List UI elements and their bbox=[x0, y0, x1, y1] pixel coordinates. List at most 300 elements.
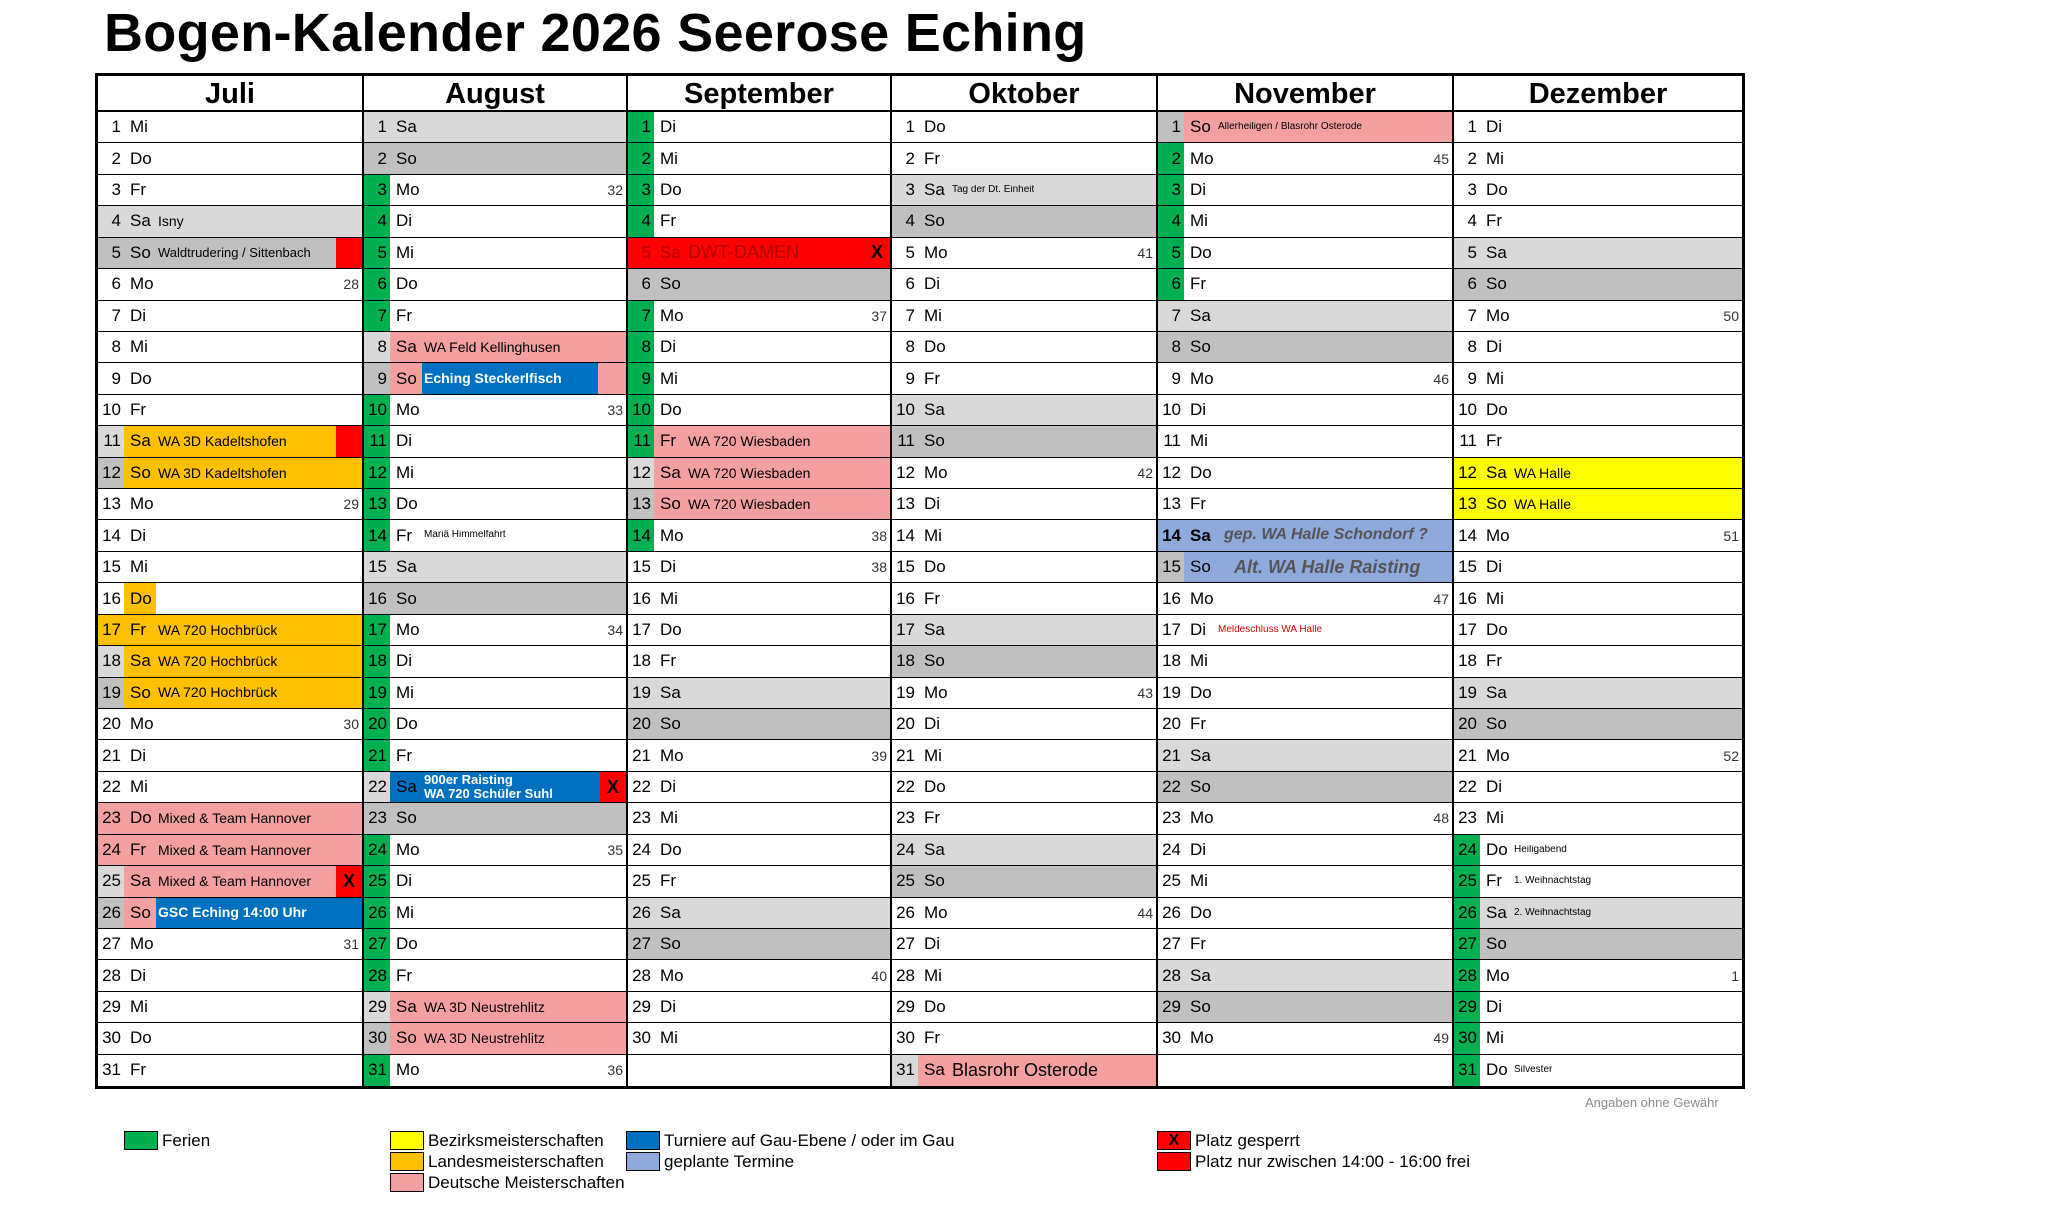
day-number: 14 bbox=[1458, 525, 1477, 545]
day-number: 14 bbox=[364, 520, 390, 550]
day-row bbox=[1158, 615, 1452, 646]
day-row bbox=[1158, 583, 1452, 614]
day-number: 14 bbox=[628, 520, 654, 550]
day-content bbox=[1184, 740, 1452, 770]
week-number: 49 bbox=[1433, 1030, 1449, 1047]
day-content bbox=[1480, 206, 1742, 236]
day-content bbox=[654, 112, 890, 142]
day-number: 21 bbox=[1458, 745, 1477, 765]
weekday: Do bbox=[1190, 902, 1212, 922]
day-number: 25 bbox=[1454, 866, 1480, 896]
weekday: Fr bbox=[1190, 714, 1207, 734]
day-number: 30 bbox=[632, 1028, 651, 1048]
day-content bbox=[124, 960, 362, 990]
day-number: 5 bbox=[1158, 238, 1184, 268]
platz-teilweise-mark bbox=[336, 238, 362, 268]
day-row bbox=[364, 835, 626, 866]
weekday: So bbox=[660, 494, 681, 514]
weekday: Mo bbox=[660, 525, 684, 545]
day-number: 2 bbox=[1467, 148, 1477, 168]
day-row bbox=[98, 898, 362, 929]
weekday: Do bbox=[396, 274, 418, 294]
legend-label-gesperrt: Platz gesperrt bbox=[1195, 1130, 1300, 1150]
week-number: 30 bbox=[343, 716, 359, 733]
day-row bbox=[628, 269, 890, 300]
weekday: Fr bbox=[130, 619, 147, 639]
day-row bbox=[364, 426, 626, 457]
week-number: 29 bbox=[343, 496, 359, 513]
legend-label-landes: Landesmeisterschaften bbox=[428, 1151, 604, 1171]
day-number: 22 bbox=[896, 777, 915, 797]
day-content bbox=[124, 1023, 362, 1053]
day-content bbox=[390, 615, 626, 645]
weekday: Mo bbox=[924, 462, 948, 482]
day-content bbox=[1480, 238, 1742, 268]
day-row bbox=[1454, 678, 1742, 709]
day-row bbox=[892, 363, 1156, 394]
day-row bbox=[628, 206, 890, 237]
day-row bbox=[892, 395, 1156, 426]
day-content bbox=[918, 866, 1156, 896]
day-number: 13 bbox=[1162, 494, 1181, 514]
weekday: So bbox=[1486, 494, 1507, 514]
day-content bbox=[390, 835, 626, 865]
day-row bbox=[892, 646, 1156, 677]
day-content bbox=[1480, 426, 1742, 456]
day-number: 1 bbox=[1158, 112, 1184, 142]
day-number: 17 bbox=[1458, 619, 1477, 639]
day-number: 12 bbox=[98, 458, 124, 488]
day-number: 1 bbox=[111, 117, 121, 137]
day-number: 18 bbox=[364, 646, 390, 676]
month-column-dezember bbox=[1452, 76, 1742, 1086]
day-number: 25 bbox=[632, 871, 651, 891]
day-content bbox=[654, 1055, 890, 1086]
day-row bbox=[628, 678, 890, 709]
weekday: Fr bbox=[396, 305, 413, 325]
weekday: Do bbox=[130, 148, 152, 168]
day-content bbox=[918, 458, 1156, 488]
day-row bbox=[364, 803, 626, 834]
day-content bbox=[390, 929, 626, 959]
day-number: 31 bbox=[102, 1060, 121, 1080]
weekday: Fr bbox=[1486, 211, 1503, 231]
day-number: 5 bbox=[111, 242, 121, 262]
weekday: So bbox=[1486, 274, 1507, 294]
day-row bbox=[1454, 960, 1742, 991]
day-number: 20 bbox=[1458, 714, 1477, 734]
day-content bbox=[390, 301, 626, 331]
day-content bbox=[1184, 960, 1452, 990]
day-number: 26 bbox=[364, 898, 390, 928]
day-row bbox=[628, 960, 890, 991]
day-number: 2 bbox=[111, 148, 121, 168]
day-number: 8 bbox=[1467, 337, 1477, 357]
day-content bbox=[654, 206, 890, 236]
day-number: 2 bbox=[905, 148, 915, 168]
weekday: Mi bbox=[1190, 431, 1208, 451]
day-content bbox=[918, 206, 1156, 236]
day-row bbox=[364, 615, 626, 646]
day-row bbox=[1158, 709, 1452, 740]
weekday: So bbox=[124, 898, 156, 928]
day-content bbox=[390, 740, 626, 770]
day-row bbox=[892, 1023, 1156, 1054]
day-content bbox=[1480, 458, 1742, 488]
day-row bbox=[1158, 395, 1452, 426]
day-row bbox=[98, 709, 362, 740]
day-number: 10 bbox=[628, 395, 654, 425]
weekday: Mi bbox=[924, 745, 942, 765]
event-label: WA 720 Hochbrück bbox=[158, 685, 278, 701]
legend-meisterschaften-group bbox=[390, 1130, 625, 1193]
day-row bbox=[1158, 332, 1452, 363]
day-number: 17 bbox=[896, 619, 915, 639]
day-content bbox=[918, 929, 1156, 959]
day-content bbox=[654, 583, 890, 613]
day-number: 15 bbox=[102, 557, 121, 577]
day-number: 11 bbox=[628, 426, 654, 456]
day-row bbox=[628, 395, 890, 426]
day-content bbox=[1480, 583, 1742, 613]
day-number: 3 bbox=[111, 180, 121, 200]
day-number: 16 bbox=[1162, 588, 1181, 608]
day-row bbox=[1158, 552, 1452, 583]
day-row bbox=[364, 143, 626, 174]
weekday: Sa bbox=[396, 337, 417, 357]
day-row bbox=[98, 678, 362, 709]
day-content bbox=[654, 929, 890, 959]
day-number: 17 bbox=[364, 615, 390, 645]
day-number: 27 bbox=[632, 934, 651, 954]
day-content bbox=[654, 646, 890, 676]
day-content bbox=[918, 489, 1156, 519]
day-row bbox=[98, 395, 362, 426]
weekday: Sa bbox=[130, 211, 151, 231]
event-label: Blasrohr Osterode bbox=[952, 1060, 1099, 1080]
weekday: Do bbox=[130, 808, 152, 828]
weekday: Di bbox=[1486, 117, 1503, 137]
day-row bbox=[892, 552, 1156, 583]
day-content bbox=[918, 709, 1156, 739]
day-number: 1 bbox=[905, 117, 915, 137]
day-content bbox=[390, 992, 626, 1022]
day-number: 24 bbox=[896, 839, 915, 859]
day-content bbox=[654, 992, 890, 1022]
day-content bbox=[390, 898, 626, 928]
weekday: Fr bbox=[660, 871, 677, 891]
day-row bbox=[1158, 992, 1452, 1023]
day-row bbox=[1158, 458, 1452, 489]
weekday: So bbox=[1486, 714, 1507, 734]
event-label: WA 3D Neustrehlitz bbox=[424, 999, 545, 1015]
day-content bbox=[1184, 426, 1452, 456]
day-content bbox=[1184, 772, 1452, 802]
weekday: Fr bbox=[1486, 431, 1503, 451]
week-number: 38 bbox=[871, 527, 887, 544]
day-content bbox=[1184, 301, 1452, 331]
weekday: Do bbox=[1190, 462, 1212, 482]
day-row bbox=[364, 866, 626, 897]
weekday: Mo bbox=[1486, 525, 1510, 545]
weekday: Mo bbox=[660, 965, 684, 985]
day-content bbox=[1480, 520, 1742, 550]
day-row bbox=[98, 238, 362, 269]
day-content bbox=[124, 301, 362, 331]
weekday: Sa bbox=[1190, 525, 1211, 545]
day-number: 24 bbox=[1162, 839, 1181, 859]
day-content bbox=[1480, 898, 1742, 928]
day-content bbox=[124, 646, 362, 676]
month-header: Dezember bbox=[1454, 76, 1742, 112]
day-row bbox=[1158, 866, 1452, 897]
day-number: 4 bbox=[111, 211, 121, 231]
day-number: 11 bbox=[1459, 431, 1477, 451]
weekday: Sa bbox=[130, 651, 151, 671]
day-row bbox=[892, 960, 1156, 991]
day-content bbox=[124, 426, 362, 456]
weekday: Di bbox=[924, 714, 941, 734]
event-label: Eching Steckerlfisch bbox=[424, 371, 562, 386]
day-number: 18 bbox=[632, 651, 651, 671]
day-content bbox=[1184, 332, 1452, 362]
event-label: WA 720 Hochbrück bbox=[158, 654, 278, 669]
day-row bbox=[98, 112, 362, 143]
weekday: Sa bbox=[1486, 682, 1507, 702]
day-row bbox=[628, 740, 890, 771]
day-number: 7 bbox=[364, 301, 390, 331]
day-row bbox=[628, 583, 890, 614]
weekday: So bbox=[130, 462, 151, 482]
day-row bbox=[98, 458, 362, 489]
event-label: WA 3D Kadeltshofen bbox=[158, 465, 287, 481]
day-number: 24 bbox=[1454, 835, 1480, 865]
day-number: 8 bbox=[905, 337, 915, 357]
day-content bbox=[918, 960, 1156, 990]
day-content bbox=[918, 615, 1156, 645]
weekday: Mi bbox=[660, 1028, 678, 1048]
day-row bbox=[892, 520, 1156, 551]
day-row bbox=[98, 960, 362, 991]
day-number: 27 bbox=[102, 934, 121, 954]
day-content bbox=[654, 458, 890, 488]
day-row bbox=[364, 520, 626, 551]
day-content bbox=[1184, 583, 1452, 613]
day-content bbox=[654, 898, 890, 928]
day-content bbox=[1480, 866, 1742, 896]
day-row bbox=[1158, 175, 1452, 206]
day-content bbox=[918, 835, 1156, 865]
day-row bbox=[364, 678, 626, 709]
day-number: 16 bbox=[368, 588, 387, 608]
day-number: 28 bbox=[364, 960, 390, 990]
day-number: 4 bbox=[364, 206, 390, 236]
day-row bbox=[364, 1055, 626, 1086]
day-row bbox=[1454, 929, 1742, 960]
day-content bbox=[654, 238, 890, 268]
weekday: Mo bbox=[924, 682, 948, 702]
event-label: Allerheiligen / Blasrohr Osterode bbox=[1218, 121, 1362, 132]
day-number: 3 bbox=[364, 175, 390, 205]
day-content bbox=[390, 552, 626, 582]
day-number: 5 bbox=[905, 242, 915, 262]
day-row bbox=[628, 835, 890, 866]
day-number: 4 bbox=[905, 211, 915, 231]
day-row bbox=[892, 175, 1156, 206]
day-number: 28 bbox=[1454, 960, 1480, 990]
event-label: gep. WA Halle Schondorf ? bbox=[1224, 527, 1428, 544]
day-row bbox=[628, 112, 890, 143]
weekday: Mi bbox=[660, 148, 678, 168]
day-row bbox=[628, 929, 890, 960]
day-row bbox=[1158, 803, 1452, 834]
weekday: Mi bbox=[1486, 368, 1504, 388]
weekday: Fr bbox=[130, 839, 147, 859]
day-number: 7 bbox=[111, 305, 121, 325]
day-content bbox=[390, 426, 626, 456]
day-row bbox=[98, 772, 362, 803]
day-content bbox=[918, 520, 1156, 550]
day-row bbox=[364, 301, 626, 332]
day-number: 10 bbox=[102, 400, 121, 419]
day-number: 6 bbox=[111, 274, 121, 294]
event-label: Silvester bbox=[1514, 1065, 1553, 1076]
weekday: Fr bbox=[924, 588, 941, 608]
day-number: 15 bbox=[632, 557, 651, 577]
event-label: GSC Eching 14:00 Uhr bbox=[158, 905, 307, 921]
weekday: Mi bbox=[396, 242, 414, 262]
weekday: So bbox=[1190, 997, 1211, 1017]
day-content bbox=[390, 238, 626, 268]
day-row bbox=[364, 740, 626, 771]
day-row bbox=[364, 458, 626, 489]
day-number: 23 bbox=[1162, 808, 1181, 828]
day-content bbox=[654, 835, 890, 865]
week-number: 33 bbox=[607, 402, 623, 418]
weekday: So bbox=[390, 363, 422, 393]
day-content bbox=[1480, 709, 1742, 739]
day-content bbox=[124, 112, 362, 142]
weekday: Do bbox=[660, 839, 682, 859]
day-content bbox=[1480, 835, 1742, 865]
day-row bbox=[1454, 1055, 1742, 1086]
day-number: 5 bbox=[364, 238, 390, 268]
day-content bbox=[654, 772, 890, 802]
event-label: 1. Weihnachtstag bbox=[1514, 876, 1592, 887]
weekday: So bbox=[1190, 557, 1211, 577]
week-number: 44 bbox=[1137, 904, 1153, 921]
weekday: So bbox=[396, 148, 417, 168]
day-number: 7 bbox=[905, 305, 915, 325]
calendar-grid bbox=[95, 73, 1745, 1089]
week-number: 46 bbox=[1433, 370, 1449, 387]
month-column-november bbox=[1156, 76, 1452, 1086]
day-row bbox=[1158, 238, 1452, 269]
day-content bbox=[654, 489, 890, 519]
day-content bbox=[1480, 143, 1742, 173]
legend-swatch-geplant bbox=[626, 1152, 660, 1171]
day-row bbox=[98, 520, 362, 551]
day-content bbox=[1184, 1023, 1452, 1053]
day-row bbox=[1158, 1023, 1452, 1054]
weekday: Di bbox=[130, 745, 147, 765]
day-content bbox=[918, 269, 1156, 299]
day-content bbox=[124, 175, 362, 205]
day-content bbox=[918, 301, 1156, 331]
day-content bbox=[1184, 992, 1452, 1022]
day-content bbox=[124, 740, 362, 770]
day-content bbox=[124, 866, 362, 896]
weekday: Di bbox=[1486, 557, 1503, 577]
weekday: Di bbox=[1190, 619, 1207, 639]
day-number: 23 bbox=[1458, 808, 1477, 828]
day-number: 8 bbox=[111, 337, 121, 357]
day-number: 12 bbox=[896, 462, 915, 482]
weekday: Di bbox=[396, 211, 413, 231]
legend-label-gau: Turniere auf Gau-Ebene / oder im Gau bbox=[664, 1130, 955, 1150]
day-number: 8 bbox=[364, 332, 390, 362]
day-row bbox=[1454, 332, 1742, 363]
event-label: Waldtrudering / Sittenbach bbox=[158, 246, 311, 260]
event-label: WA 720 Wiesbaden bbox=[688, 496, 811, 512]
day-content bbox=[1480, 1023, 1742, 1053]
month-column-juli bbox=[98, 76, 362, 1086]
day-row bbox=[1454, 143, 1742, 174]
day-number: 31 bbox=[892, 1055, 918, 1086]
weekday: Mi bbox=[1486, 808, 1504, 828]
event-label: Alt. WA Halle Raisting bbox=[1234, 557, 1421, 577]
day-number: 7 bbox=[628, 301, 654, 331]
day-row bbox=[1158, 301, 1452, 332]
weekday: Mo bbox=[924, 242, 948, 262]
event-label: WA 720 Wiesbaden bbox=[688, 434, 811, 449]
day-content bbox=[1480, 269, 1742, 299]
day-content bbox=[1184, 520, 1452, 550]
day-row bbox=[892, 929, 1156, 960]
day-number: 27 bbox=[364, 929, 390, 959]
day-number: 29 bbox=[364, 992, 390, 1022]
day-row bbox=[98, 1055, 362, 1086]
weekday: Di bbox=[1486, 777, 1503, 797]
day-content bbox=[1480, 332, 1742, 362]
weekday: Mi bbox=[130, 557, 148, 577]
event-label: 900er Raisting WA 720 Schüler Suhl bbox=[424, 773, 553, 801]
day-number: 17 bbox=[632, 619, 651, 639]
day-row bbox=[628, 363, 890, 394]
day-row bbox=[98, 1023, 362, 1054]
weekday: Do bbox=[396, 494, 418, 514]
event-label: WA 720 Wiesbaden bbox=[688, 465, 811, 481]
day-number: 10 bbox=[1458, 400, 1477, 419]
week-number: 52 bbox=[1723, 747, 1739, 764]
weekday: Fr bbox=[396, 745, 413, 765]
day-content bbox=[918, 772, 1156, 802]
weekday: Mo bbox=[396, 1060, 420, 1080]
day-number: 27 bbox=[896, 934, 915, 954]
day-content bbox=[124, 269, 362, 299]
day-row bbox=[364, 646, 626, 677]
weekday: Do bbox=[1486, 400, 1508, 419]
weekday: Mo bbox=[1486, 745, 1510, 765]
day-number: 1 bbox=[377, 117, 387, 137]
day-content bbox=[654, 678, 890, 708]
weekday: Sa bbox=[660, 902, 681, 922]
day-number: 16 bbox=[896, 588, 915, 608]
day-number: 10 bbox=[364, 395, 390, 425]
day-row bbox=[628, 238, 890, 269]
month-column-august bbox=[362, 76, 626, 1086]
day-number: 1 bbox=[628, 112, 654, 142]
